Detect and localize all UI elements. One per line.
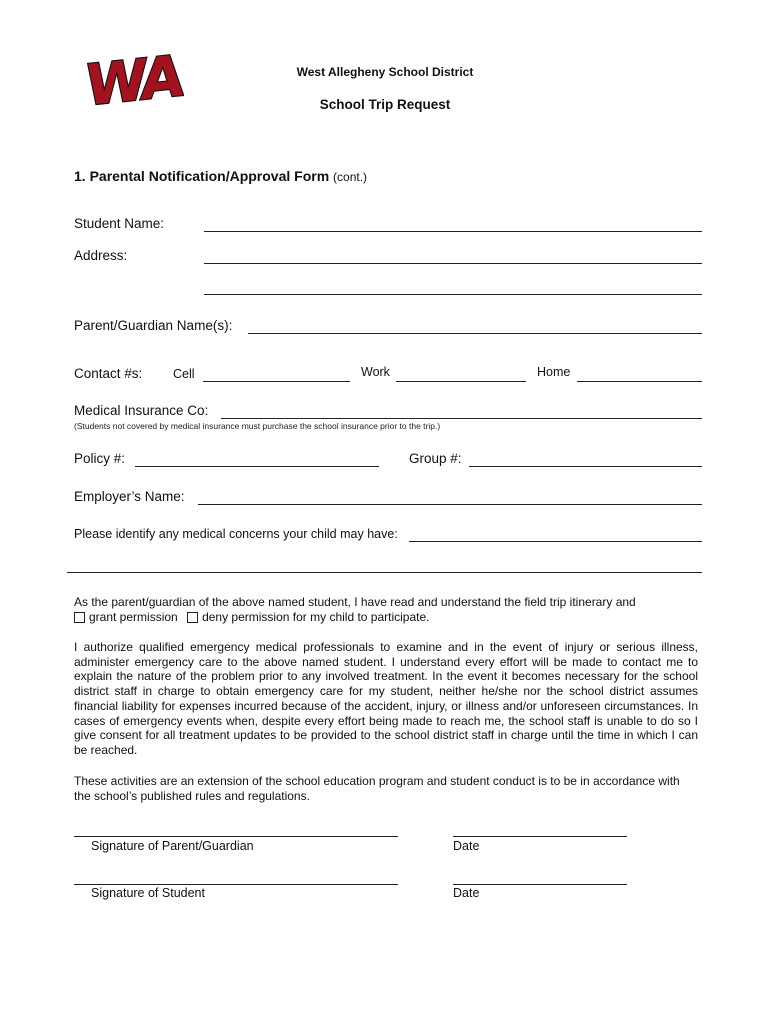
district-logo [84, 42, 184, 114]
grant-permission-checkbox[interactable] [74, 612, 85, 623]
logo-text: WA [84, 44, 181, 114]
grant-permission-label: grant permission [89, 610, 178, 624]
cell-label: Cell [173, 367, 195, 381]
student-date-line[interactable] [453, 884, 627, 885]
district-name: West Allegheny School District [296, 65, 474, 79]
section-heading [74, 168, 367, 184]
student-signature-label: Signature of Student [91, 886, 205, 900]
parent-signature-label: Signature of Parent/Guardian [91, 839, 254, 853]
group-field[interactable] [469, 466, 702, 467]
document-title: School Trip Request [319, 97, 451, 112]
medical-concerns-field[interactable] [409, 541, 702, 542]
student-name-label: Student Name: [74, 216, 165, 231]
section-title-text: 1. Parental Notification/Approval Form [74, 168, 330, 184]
cell-field[interactable] [203, 381, 350, 382]
work-field[interactable] [396, 381, 526, 382]
student-name-field[interactable] [204, 231, 702, 232]
insurance-note: (Students not covered by medical insurance must purchase the school insurance prior to the trip.) [74, 421, 441, 431]
medical-insurance-label: Medical Insurance Co: [74, 403, 209, 418]
employer-field[interactable] [198, 504, 702, 505]
student-signature-line[interactable] [74, 884, 398, 885]
parent-guardian-label: Parent/Guardian Name(s): [74, 318, 233, 333]
permission-options [74, 610, 704, 625]
deny-permission-label: deny permission for my child to participate. [202, 610, 430, 624]
parent-signature-line[interactable] [74, 836, 398, 837]
address-field-line-2[interactable] [204, 294, 702, 295]
work-label: Work [361, 365, 390, 379]
home-label: Home [537, 365, 571, 379]
parent-date-label: Date [453, 839, 480, 853]
policy-field[interactable] [135, 466, 379, 467]
address-label: Address: [74, 248, 128, 263]
section-cont: (cont.) [333, 170, 368, 184]
student-date-label: Date [453, 886, 480, 900]
address-field-line-1[interactable] [204, 263, 702, 264]
employer-label: Employer’s Name: [74, 489, 185, 504]
parent-date-line[interactable] [453, 836, 627, 837]
contact-label: Contact #s: [74, 366, 143, 381]
group-label: Group #: [409, 451, 462, 466]
authorization-paragraph: I authorize qualified emergency medical professionals to examine and in the event of injury or serious illness, administer emergency care to the above named student. I understand every effort will be made to contact me to explain the nature of the problem prior to any involved treatment. In the event it becomes necessary for the school district staff in charge to obtain emergency care for my student, neither he/she nor the school district assumes financial liability for expenses incurred because of the accident, injury, or illness and/or unforeseen circumstances. In cases of emergency events when, despite every effort being made to reach me, the school staff is unable to do so I give consent for all treatment updates to be provided to the school district staff in charge until the time in which I can be reached. [74, 640, 698, 757]
parent-guardian-field[interactable] [248, 333, 702, 334]
consent-intro: As the parent/guardian of the above named student, I have read and understand the field trip itinerary and [74, 595, 636, 609]
medical-insurance-field[interactable] [221, 418, 702, 419]
logo-graphic [84, 42, 184, 114]
deny-permission-checkbox[interactable] [187, 612, 198, 623]
home-field[interactable] [577, 381, 702, 382]
activities-paragraph: These activities are an extension of the school education program and student conduct is to be in accordance with the school’s published rules and regulations. [74, 774, 680, 803]
section-divider [67, 572, 702, 573]
policy-label: Policy #: [74, 451, 126, 466]
medical-concerns-label: Please identify any medical concerns your child may have: [74, 527, 398, 541]
